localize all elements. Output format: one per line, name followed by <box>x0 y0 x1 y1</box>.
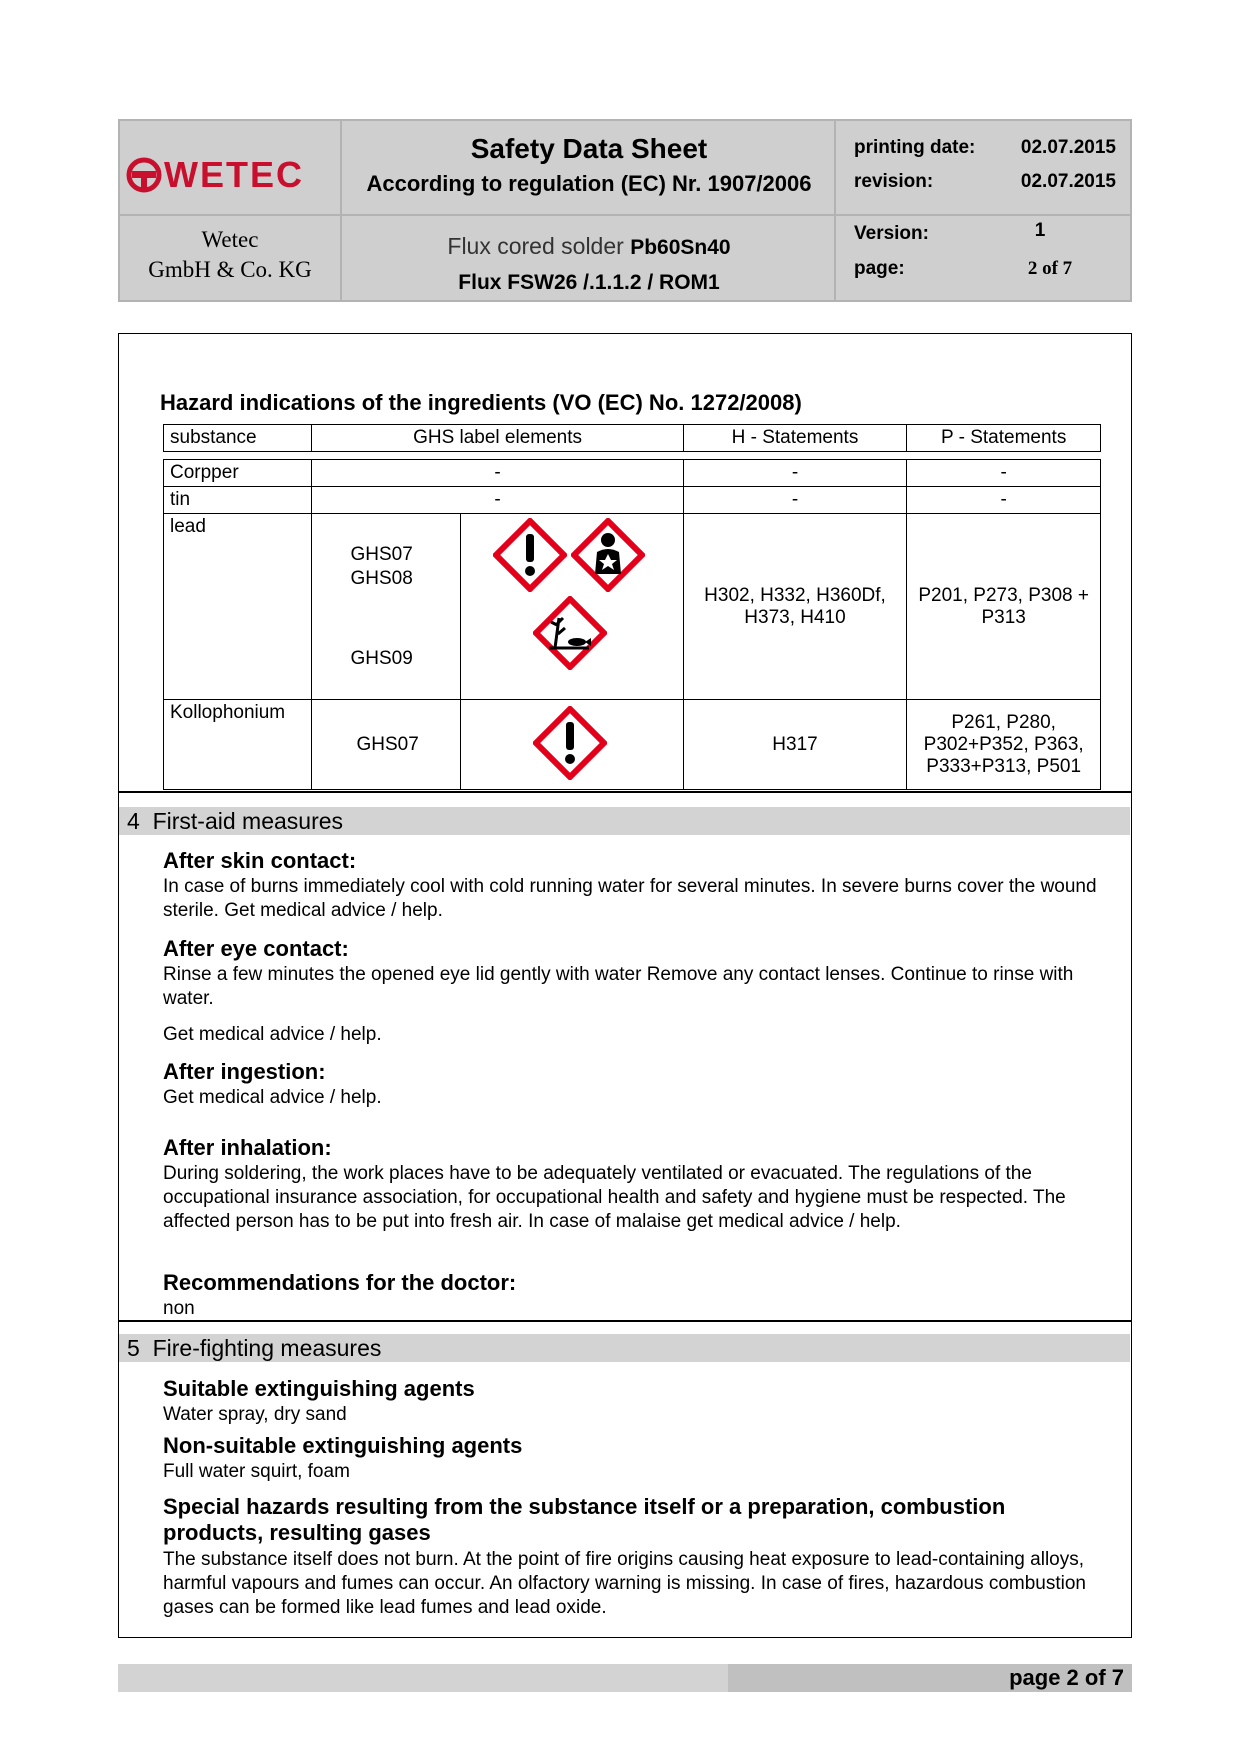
column-header: P - Statements <box>907 425 1101 452</box>
revision-value: 02.07.2015 <box>1020 171 1116 192</box>
exclamation-icon <box>533 706 607 780</box>
footer-bar <box>118 1664 1132 1692</box>
document-title: Safety Data Sheet <box>470 133 708 164</box>
hazard-table-title: Hazard indications of the ingredients (VO (EC) No. 1272/2008) <box>160 390 802 415</box>
substance-cell: Kollophonium <box>164 700 312 790</box>
section-title: Fire-fighting measures <box>152 1335 382 1361</box>
eye-contact-text-2: Get medical advice / help. <box>163 1024 382 1045</box>
section-title: First-aid measures <box>152 808 344 834</box>
product-flux: Flux FSW26 /.1.1.2 / ROM1 <box>458 271 720 294</box>
substance-cell: lead <box>164 514 312 700</box>
eye-contact-text: Rinse a few minutes the opened eye lid gently with water Remove any contact lenses. Continue to rinse with water. <box>163 964 1074 1009</box>
column-header: substance <box>164 425 312 452</box>
health-hazard-icon <box>571 518 645 592</box>
ingestion-text: Get medical advice / help. <box>163 1087 382 1108</box>
column-header: H - Statements <box>683 425 907 452</box>
inhalation-heading: After inhalation: <box>163 1135 332 1160</box>
table-header-row <box>164 425 1101 452</box>
footer-page-number: page 2 of 7 <box>1009 1665 1124 1690</box>
table-row: Kollophonium GHS07 H317 P261, P280, P302+P352, P363, P333+P313, P501 <box>164 700 1101 790</box>
exclamation-icon <box>493 518 567 592</box>
doctor-heading: Recommendations for the doctor: <box>163 1270 517 1295</box>
skin-contact-heading: After skin contact: <box>163 848 357 873</box>
ghs-pictograms-cell <box>460 514 683 700</box>
special-hazards-heading: Special hazards resulting from the substance itself or a preparation, combustion products, resulting gases <box>163 1494 1006 1545</box>
environment-icon <box>533 596 607 670</box>
hazard-table <box>163 424 1101 790</box>
version-value: 1 <box>1034 220 1046 241</box>
nonsuitable-agents-heading: Non-suitable extinguishing agents <box>163 1433 523 1458</box>
page-value: 2 of 7 <box>1027 258 1073 279</box>
table-row: tin - - - <box>164 487 1101 514</box>
section-4-header: 4 First-aid measures <box>119 807 1130 835</box>
product-alloy: Pb60Sn40 <box>630 236 731 259</box>
document-header <box>118 119 1132 302</box>
version-label: Version: <box>854 223 929 244</box>
product-name-prefix: Flux cored solder <box>447 233 631 259</box>
inhalation-text: During soldering, the work places have to be adequately ventilated or evacuated. The regulations of the occupational insurance association, for occupational health and safety and hygiene must be respected. The affected person has to be put into fresh air. In case of malaise get medical advice / help. <box>163 1163 1066 1232</box>
regulation-subtitle: According to regulation (EC) Nr. 1907/2006 <box>366 171 812 196</box>
table-row: Corpper - - - <box>164 460 1101 487</box>
ingestion-heading: After ingestion: <box>163 1059 326 1084</box>
column-header: GHS label elements <box>312 425 683 452</box>
company-name-line2: GmbH & Co. KG <box>148 257 312 282</box>
section-5-header: 5 Fire-fighting measures <box>119 1334 1130 1362</box>
wetec-logo <box>126 153 336 197</box>
page-label: page: <box>854 258 905 279</box>
suitable-agents-heading: Suitable extinguishing agents <box>163 1376 475 1401</box>
special-hazards-text: The substance itself does not burn. At the point of fire origins causing heat exposure to lead-containing alloys, harmful vapours and fumes can occur. An olfactory warning is missing. In case of fires, hazardous combustion gases can be formed like lead fumes and lead oxide. <box>163 1549 1087 1618</box>
ghs-codes-cell: GHS07 GHS08 GHS09 <box>312 514 460 700</box>
logo-text: WETEC <box>164 154 304 195</box>
ghs-pictograms-cell <box>460 700 683 790</box>
nonsuitable-agents-text: Full water squirt, foam <box>163 1461 350 1482</box>
substance-cell: tin <box>164 487 312 514</box>
eye-contact-heading: After eye contact: <box>163 936 349 961</box>
printing-date-value: 02.07.2015 <box>1020 137 1116 158</box>
revision-label: revision: <box>854 171 934 192</box>
printing-date-label: printing date: <box>854 137 976 158</box>
skin-contact-text: In case of burns immediately cool with cold running water for several minutes. In severe burns cover the wound sterile. Get medical advice / help. <box>163 876 1097 921</box>
wetec-logo-icon <box>126 157 162 193</box>
suitable-agents-text: Water spray, dry sand <box>163 1404 347 1425</box>
substance-cell: Corpper <box>164 460 312 487</box>
doctor-text: non <box>163 1298 195 1319</box>
table-row: lead GHS07 GHS08 GHS09 H302, H332, H360Df, H373, H410 P201, P273, P308 + P313 <box>164 514 1101 700</box>
product-name <box>344 233 834 260</box>
company-name-line1: Wetec <box>201 227 259 252</box>
